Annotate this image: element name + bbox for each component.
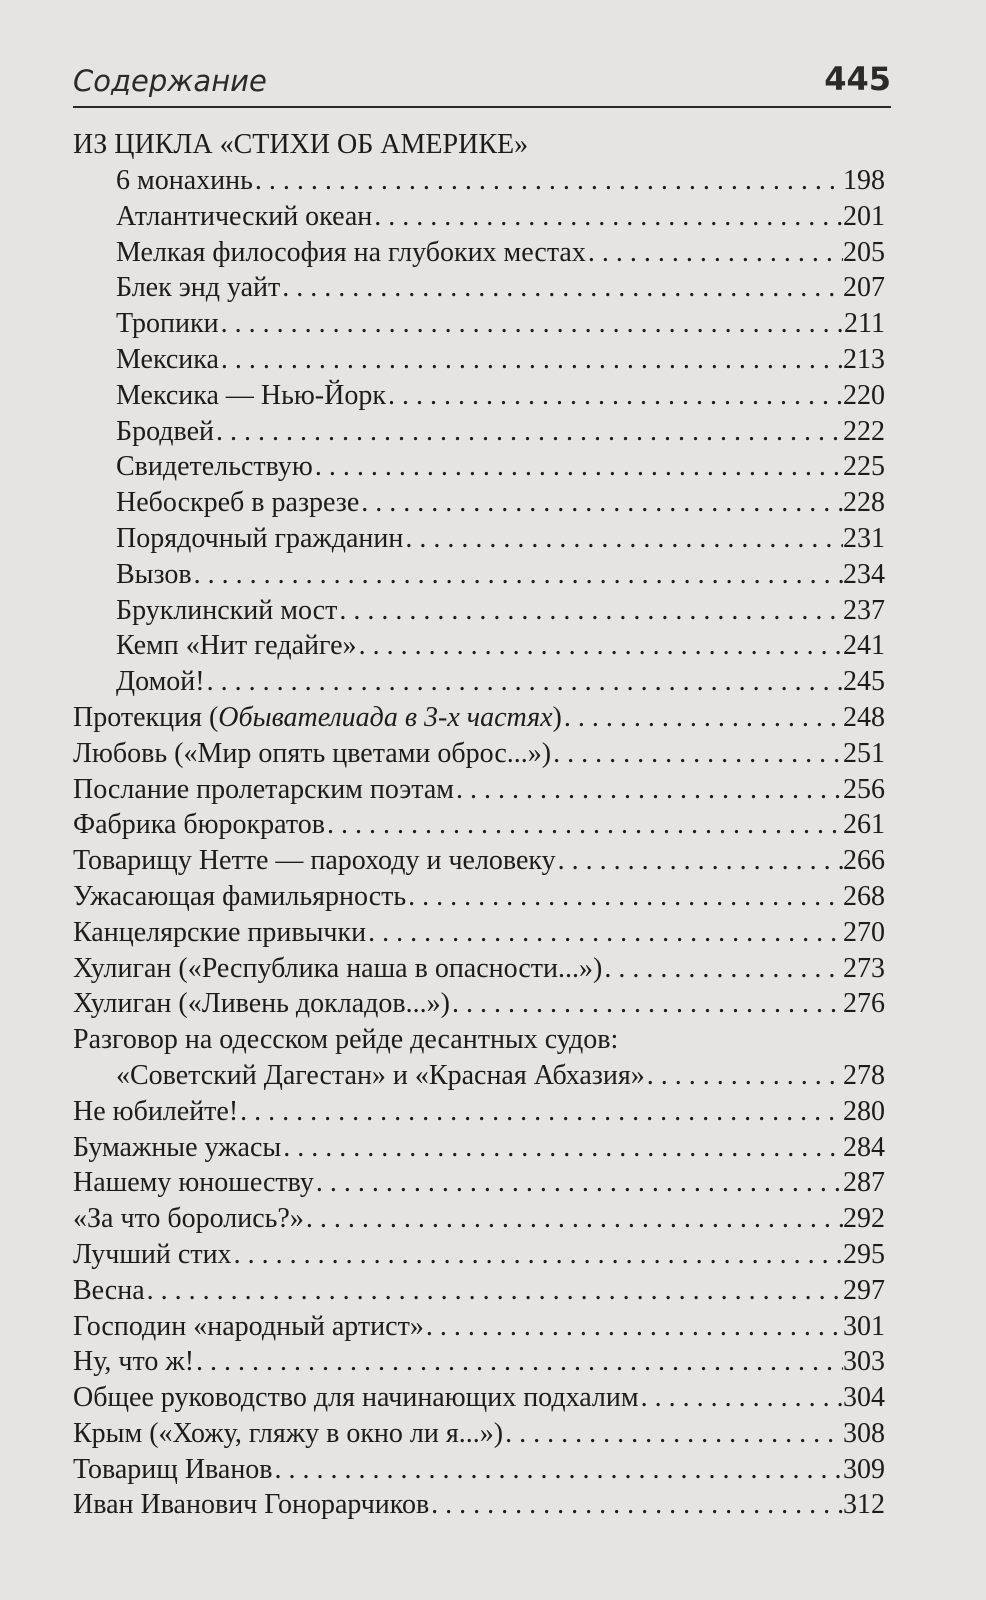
toc-entry xyxy=(73,1487,885,1523)
dot-leader xyxy=(602,951,843,987)
toc-entry-page: 245 xyxy=(843,666,885,698)
toc-entry xyxy=(73,1380,885,1416)
dot-leader xyxy=(219,306,844,342)
toc-entry-title-text: Мелкая философия на глубоких местах xyxy=(116,236,586,268)
toc-entry-title-text: Ну, что ж! xyxy=(73,1346,195,1378)
toc-entry xyxy=(73,1201,885,1237)
dot-leader xyxy=(219,342,843,378)
toc-entry-list xyxy=(73,700,885,1022)
toc-entry xyxy=(73,1452,885,1488)
toc-entry xyxy=(73,807,885,843)
toc-entry xyxy=(73,414,885,450)
dot-leader xyxy=(304,1201,843,1237)
toc-entry xyxy=(73,593,885,629)
toc-entry-title-text: Бруклинский мост xyxy=(116,594,338,626)
toc-entry-page: 225 xyxy=(843,451,885,483)
dot-leader xyxy=(424,1309,843,1345)
toc-entry-page: 280 xyxy=(843,1095,885,1127)
toc-entry xyxy=(73,1094,885,1130)
toc-entry-title xyxy=(116,664,205,700)
toc-entry-title xyxy=(73,1452,273,1488)
dot-leader xyxy=(386,378,843,414)
dot-leader xyxy=(273,1452,843,1488)
dot-leader xyxy=(238,1094,843,1130)
toc-entry xyxy=(73,915,885,951)
toc-entry-title xyxy=(116,270,280,306)
toc-entry-title xyxy=(73,736,551,772)
toc-entry-title xyxy=(73,807,325,843)
toc-entry xyxy=(73,378,885,414)
dot-leader xyxy=(551,736,843,772)
section-entry-list xyxy=(73,163,885,700)
toc-entry-multiline-line1: Разговор на одесском рейде десантных судов: xyxy=(73,1024,619,1056)
toc-entry xyxy=(73,270,885,306)
running-header xyxy=(73,58,891,108)
dot-leader xyxy=(403,521,843,557)
toc-entry-title xyxy=(73,1273,145,1309)
toc-entry xyxy=(73,1344,885,1380)
toc-entry-title-text: Бродвей xyxy=(116,415,214,447)
toc-entry-title-text: Мексика xyxy=(116,343,219,375)
toc-entry xyxy=(73,986,885,1022)
toc-entry-title xyxy=(73,843,556,879)
toc-entry-title-text: Кемп «Нит гедайге» xyxy=(116,630,357,662)
toc-entry-page: 256 xyxy=(843,773,885,805)
toc-entry-title xyxy=(73,1237,232,1273)
toc-entry-title xyxy=(73,951,602,987)
toc-entry xyxy=(73,1165,885,1201)
dot-leader xyxy=(503,1416,843,1452)
toc-entry-page: 251 xyxy=(843,737,885,769)
dot-leader xyxy=(313,449,843,485)
toc-entry-title xyxy=(116,414,214,450)
toc-entry xyxy=(73,342,885,378)
toc-entry xyxy=(73,557,885,593)
dot-leader xyxy=(372,199,843,235)
toc-entry-title-text: Фабрика бюрократов xyxy=(73,809,325,841)
dot-leader xyxy=(556,843,843,879)
toc-entry-page: 284 xyxy=(843,1131,885,1163)
toc-entry xyxy=(73,664,885,700)
toc-entry xyxy=(73,1309,885,1345)
toc-entry-title xyxy=(73,700,562,736)
toc-entry-page: 201 xyxy=(843,200,885,232)
toc-entry xyxy=(73,1273,885,1309)
dot-leader xyxy=(253,163,843,199)
toc-entry-title-text: Небоскреб в разрезе xyxy=(116,487,360,519)
toc-entry-page: 211 xyxy=(844,308,885,340)
toc-entry-page: 205 xyxy=(843,236,885,268)
toc-entry xyxy=(73,1416,885,1452)
toc-entry-title-text: Товарищ Иванов xyxy=(73,1453,273,1485)
toc-entry-title xyxy=(73,915,366,951)
toc-entry-title-text: Тропики xyxy=(116,308,219,340)
toc-entry-page: 228 xyxy=(843,487,885,519)
toc-entry-title xyxy=(73,1201,304,1237)
toc-entry-page: 213 xyxy=(843,343,885,375)
toc-entry xyxy=(73,306,885,342)
table-of-contents xyxy=(73,127,885,1523)
toc-entry-title xyxy=(73,1380,639,1416)
toc-entry-title xyxy=(116,342,219,378)
toc-entry xyxy=(73,951,885,987)
toc-entry-title-italic: Обывателиада в 3-х частях xyxy=(218,701,553,733)
toc-entry-title xyxy=(116,163,253,199)
toc-entry-page: 207 xyxy=(843,272,885,304)
toc-entry-title-text: Канцелярские привычки xyxy=(73,916,367,948)
toc-entry-title-text: Свидетельствую xyxy=(116,451,313,483)
toc-entry xyxy=(73,843,885,879)
dot-leader xyxy=(562,700,843,736)
toc-entry-title xyxy=(73,1094,238,1130)
toc-entry-page: 312 xyxy=(843,1489,885,1521)
toc-entry-title xyxy=(73,1487,429,1523)
toc-entry-page: 266 xyxy=(843,845,885,877)
toc-entry-title xyxy=(73,1416,503,1452)
toc-entry-page: 220 xyxy=(843,379,885,411)
toc-entry-page: 309 xyxy=(843,1453,885,1485)
toc-entry-title-text: Товарищу Нетте — пароходу и человеку xyxy=(73,845,556,877)
toc-entry-multiline-line2 xyxy=(73,1058,885,1094)
toc-entry-title-text: Господин «народный артист» xyxy=(73,1310,424,1342)
toc-entry xyxy=(73,736,885,772)
toc-entry xyxy=(73,879,885,915)
dot-leader xyxy=(314,1165,843,1201)
toc-entry-page: 234 xyxy=(843,558,885,590)
toc-entry-page: 198 xyxy=(843,165,885,196)
running-title: Содержание xyxy=(73,64,267,98)
toc-entry-title xyxy=(116,306,219,342)
toc-entry-page: 241 xyxy=(843,630,885,662)
dot-leader xyxy=(586,235,843,271)
toc-entry-page: 297 xyxy=(843,1274,885,1306)
toc-entry-title xyxy=(73,772,454,808)
toc-entry-title xyxy=(116,521,403,557)
toc-entry-title-suffix: ) xyxy=(552,701,562,733)
toc-entry-page: 278 xyxy=(843,1059,885,1091)
toc-entry-page: 301 xyxy=(843,1310,885,1342)
toc-entry xyxy=(73,1130,885,1166)
page-number: 445 xyxy=(824,60,891,98)
dot-leader xyxy=(145,1273,843,1309)
toc-entry-page: 268 xyxy=(843,880,885,912)
toc-entry-title-text: Мексика — Нью-Йорк xyxy=(116,379,386,411)
toc-entry-title-text: Вызов xyxy=(116,558,192,590)
toc-entry xyxy=(73,235,885,271)
toc-entry-page: 287 xyxy=(843,1167,885,1199)
toc-entry-title-text: Послание пролетарским поэтам xyxy=(73,773,454,805)
toc-entry xyxy=(73,628,885,664)
toc-entry-page: 273 xyxy=(843,952,885,984)
toc-entry-list xyxy=(73,1094,885,1524)
toc-entry-title-text: Домой! xyxy=(116,666,205,698)
toc-entry xyxy=(73,199,885,235)
toc-entry-title xyxy=(116,449,313,485)
dot-leader xyxy=(337,593,843,629)
toc-entry-title-text: «За что боролись?» xyxy=(73,1203,304,1235)
toc-entry-title-text: Хулиган («Ливень докладов...») xyxy=(73,988,450,1020)
dot-leader xyxy=(192,557,843,593)
toc-entry-page: 308 xyxy=(843,1417,885,1449)
toc-entry xyxy=(73,521,885,557)
toc-entry-page: 270 xyxy=(843,916,885,948)
toc-entry-title-text: Ужасающая фамильярность xyxy=(73,880,407,912)
toc-entry-page: 304 xyxy=(843,1382,885,1414)
toc-entry-title xyxy=(116,557,192,593)
toc-entry-title xyxy=(116,235,586,271)
toc-entry-title-text: Весна xyxy=(73,1274,145,1306)
toc-entry-title-text: Крым («Хожу, гляжу в окно ли я...») xyxy=(73,1417,504,1449)
dot-leader xyxy=(450,986,843,1022)
dot-leader xyxy=(194,1344,843,1380)
toc-entry xyxy=(73,449,885,485)
toc-entry-title-text: Не юбилейте! xyxy=(73,1095,239,1127)
toc-entry-title-text: Блек энд уайт xyxy=(116,272,281,304)
dot-leader xyxy=(281,1130,843,1166)
toc-entry-title-text: Нашему юношеству xyxy=(73,1167,314,1199)
toc-entry-title xyxy=(73,986,450,1022)
toc-entry-page: 292 xyxy=(843,1203,885,1235)
dot-leader xyxy=(645,1058,843,1094)
toc-entry-page: 237 xyxy=(843,594,885,626)
section-heading: ИЗ ЦИКЛА «СТИХИ ОБ АМЕРИКЕ» xyxy=(73,129,529,160)
toc-entry-title-text: Атлантический океан xyxy=(116,200,373,232)
toc-entry-title xyxy=(116,628,357,664)
dot-leader xyxy=(325,807,843,843)
toc-entry-page: 231 xyxy=(843,522,885,554)
toc-entry-title xyxy=(73,1344,194,1380)
toc-entry-title-text: Бумажные ужасы xyxy=(73,1131,282,1163)
toc-entry-page: 222 xyxy=(843,415,885,447)
toc-entry xyxy=(73,1237,885,1273)
toc-entry-title xyxy=(116,485,359,521)
toc-entry-title xyxy=(116,199,372,235)
toc-entry-title-text: Общее руководство для начинающих подхалим xyxy=(73,1382,639,1414)
toc-entry-title xyxy=(73,1165,314,1201)
dot-leader xyxy=(454,772,843,808)
toc-entry xyxy=(73,485,885,521)
toc-entry-title xyxy=(73,1309,424,1345)
dot-leader xyxy=(232,1237,843,1273)
toc-entry-title-text: 6 монахинь xyxy=(116,165,253,196)
toc-entry-title xyxy=(73,1130,281,1166)
toc-entry-title xyxy=(73,879,406,915)
toc-entry-page: 303 xyxy=(843,1346,885,1378)
toc-entry-title-text: Порядочный гражданин xyxy=(116,522,404,554)
toc-entry-title xyxy=(116,593,337,629)
toc-entry-title-text: Протекция ( xyxy=(73,701,219,733)
dot-leader xyxy=(205,664,843,700)
toc-entry-title-text: Иван Иванович Гонорарчиков xyxy=(73,1489,430,1521)
toc-entry-page: 261 xyxy=(843,809,885,841)
toc-entry-title-text: Хулиган («Республика наша в опасности...») xyxy=(73,952,603,984)
dot-leader xyxy=(429,1487,843,1523)
toc-entry xyxy=(73,163,885,199)
dot-leader xyxy=(406,879,843,915)
toc-entry xyxy=(73,772,885,808)
toc-entry-page: 276 xyxy=(843,988,885,1020)
dot-leader xyxy=(366,915,843,951)
toc-entry-title-text: Любовь («Мир опять цветами оброс...») xyxy=(73,737,552,769)
dot-leader xyxy=(359,485,843,521)
dot-leader xyxy=(357,628,843,664)
dot-leader xyxy=(214,414,843,450)
toc-entry-title-text: Лучший стих xyxy=(73,1238,232,1270)
toc-entry-title xyxy=(116,378,386,414)
toc-entry xyxy=(73,700,885,736)
toc-entry-page: 295 xyxy=(843,1238,885,1270)
dot-leader xyxy=(639,1380,843,1416)
toc-entry-title: «Советский Дагестан» и «Красная Абхазия» xyxy=(116,1059,645,1091)
toc-entry-page: 248 xyxy=(843,701,885,733)
dot-leader xyxy=(280,270,843,306)
